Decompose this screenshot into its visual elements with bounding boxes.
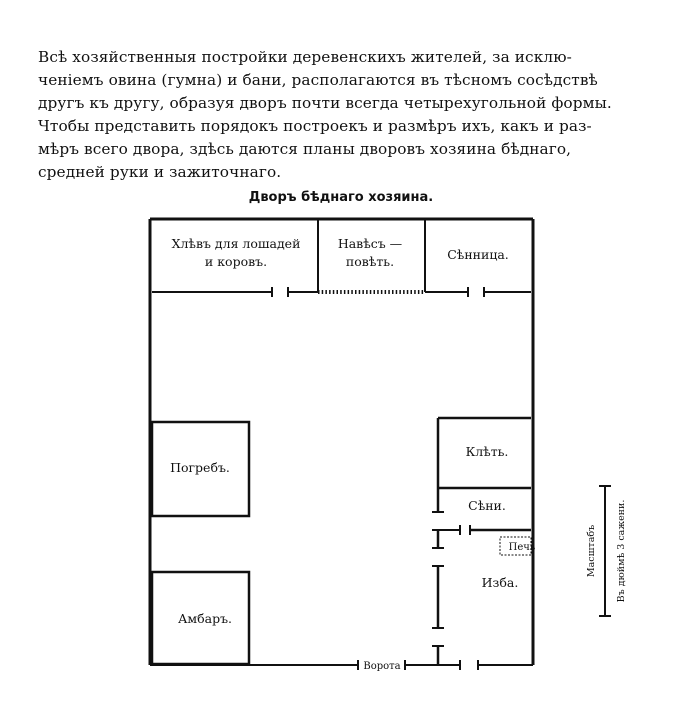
paragraph-line: другъ къ другу, образуя дворъ почти всегда четырехугольной формы. [38, 94, 612, 112]
granary-label: Амбаръ. [177, 611, 233, 626]
stove-label: Печь [508, 542, 536, 553]
gate-label: Ворота [363, 661, 401, 672]
stable-label-2: и коровъ. [204, 254, 268, 269]
paragraph-line: средней руки и зажиточнаго. [38, 163, 282, 181]
shed-label-2: повѣть. [345, 254, 395, 269]
shed-label-1: Навѣсъ — [337, 236, 403, 251]
paragraph-line: Всѣ хозяйственныя постройки деревенскихъ жителей, за исклю- [38, 48, 572, 66]
paragraph-line: ченіемъ овина (гумна) и бани, располагаются въ тѣсномъ сосѣдствѣ [38, 71, 598, 89]
storeroom-label: Клѣть. [465, 444, 509, 459]
paragraph-line: мѣръ всего двора, здѣсь даются планы дворовъ хозяина бѣднаго, [38, 140, 572, 158]
paragraph-line: Чтобы представить порядокъ построекъ и размѣръ ихъ, какъ и раз- [38, 117, 592, 135]
plan-title: Дворъ бѣднаго хозяина. [248, 190, 434, 205]
scale-label: Масштабъ [586, 524, 597, 578]
hut-label: Изба. [481, 575, 519, 590]
scale-value: Въ дюймѣ 3 сажени. [616, 499, 627, 603]
cellar-label: Погребъ. [170, 460, 230, 475]
hayloft-label: Сѣнница. [447, 247, 509, 262]
stable-label-1: Хлѣвъ для лошадей [171, 236, 301, 251]
entry-label: Сѣни. [468, 498, 506, 513]
